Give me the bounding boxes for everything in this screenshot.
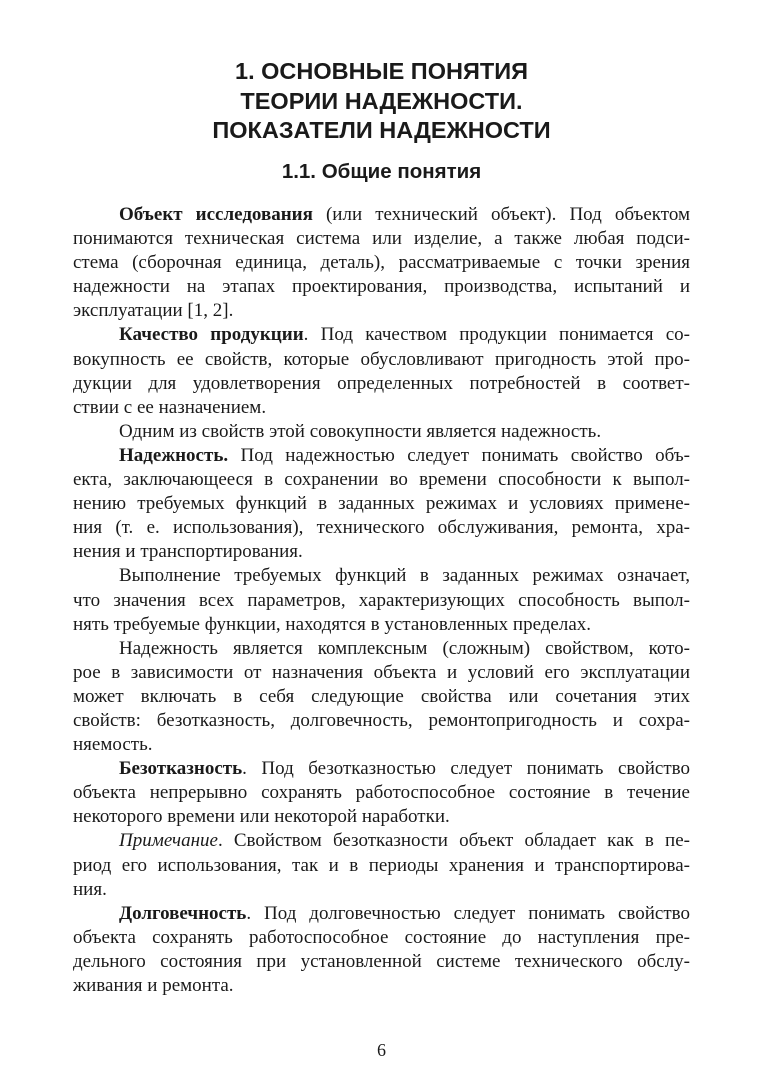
- page-number: 6: [377, 1040, 386, 1060]
- term-bold: Объект исследования: [119, 204, 313, 225]
- term-bold: Безотказность: [119, 758, 243, 780]
- term-bold: Надежность.: [119, 444, 229, 466]
- paragraph-note: Примечание. Свойством безотказности объект обладает как в пе- риод его использования, так и в периоды хранения и транспортирова- ния.: [73, 830, 690, 900]
- body-text: [73, 203, 690, 998]
- note-italic: Примечание: [119, 830, 218, 852]
- section-title: [73, 159, 690, 185]
- term-bold: Долговечность: [119, 902, 247, 924]
- section-heading: Общие понятия: [321, 160, 482, 183]
- chapter-title: [73, 57, 690, 146]
- paragraph-object: Объект исследования (или технический объект). Под объектом понимаются техническая система или изделие, а также любая подси- стема (сборочная единица, деталь), рассматриваемые с точки зрения надежности на этапах проектирования, производства, испытаний и эксплуатации [1, 2].: [73, 204, 690, 322]
- paragraph-durability: Долговечность. Под долговечностью следует понимать свойство объекта сохранять работоспособное состояние до наступления пре- дельного состояния при установленной системе технического обслу- живания и ремонта.: [73, 902, 690, 996]
- chapter-number: 1.: [235, 58, 255, 84]
- paragraph-functions: Выполнение требуемых функций в заданных режимах означает, что значения всех параметров, характеризующих способность выпол- нять требуемые функции, находятся в установленных пределах.: [73, 565, 690, 635]
- chapter-title-line: ТЕОРИИ НАДЕЖНОСТИ.: [240, 87, 523, 114]
- paragraph-quality: Качество продукции. Под качеством продукции понимается со- вокупность ее свойств, которые обусловливают пригодность этой про- дукции для удовлетворения определенных потребностей в соответ- ствии с ее назначением.: [73, 324, 690, 418]
- chapter-title-line: ПОКАЗАТЕЛИ НАДЕЖНОСТИ: [212, 117, 551, 143]
- paragraph-complex: Надежность является комплексным (сложным) свойством, кото- рое в зависимости от назначения объекта и условий его эксплуатации может включать в себя следующие свойства или сочетания этих свойств: безотказность, долговечность, ремонтопригодность и сохра- няемость.: [73, 637, 690, 756]
- paragraph-property: Одним из свойств этой совокупности является надежность.: [119, 420, 602, 442]
- chapter-title-line: 1. ОСНОВНЫЕ ПОНЯТИЯ: [235, 58, 528, 84]
- section-number: 1.1.: [281, 160, 317, 183]
- term-bold: Качество продукции: [119, 324, 304, 346]
- paragraph-reliability: Надежность. Под надежностью следует понимать свойство объ- екта, заключающееся в сохранении во времени способности к выпол- нению требуемых функций в заданных режимах и условиях примене- ния (т. е. использования), технического обслуживания, ремонта, хра- нения и транспортирования.: [73, 444, 690, 563]
- paragraph-failure-free: Безотказность. Под безотказностью следует понимать свойство объекта непрерывно сохранять работоспособное состояние в течение некоторого времени или некоторой наработки.: [73, 758, 690, 828]
